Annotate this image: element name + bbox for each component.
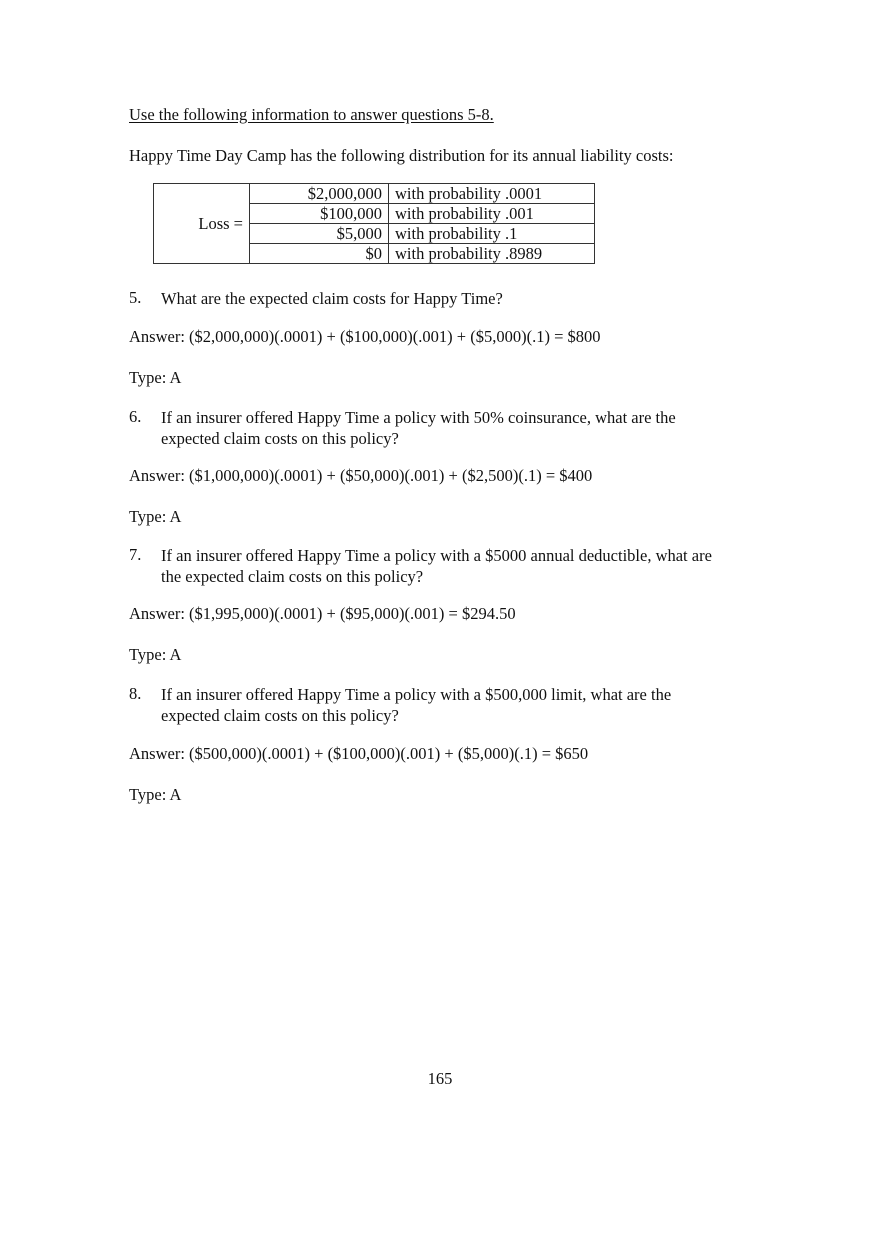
page-number: 165 [427, 1069, 453, 1088]
question-number: 5. [129, 288, 142, 307]
question-type: Type: A [129, 785, 182, 804]
question-number: 6. [129, 407, 142, 426]
question-line: expected claim costs on this policy? [161, 706, 399, 725]
question-line: What are the expected claim costs for Happy Time? [161, 289, 503, 308]
question-text [161, 545, 761, 587]
loss-probability: with probability .001 [389, 204, 595, 224]
answer-text: Answer: ($1,995,000)(.0001) + ($95,000)(.001) = $294.50 [129, 604, 516, 623]
loss-distribution-table [153, 183, 595, 264]
loss-value: $0 [250, 244, 389, 264]
question-line: expected claim costs on this policy? [161, 429, 399, 448]
loss-label: Loss = [154, 184, 250, 264]
answer-text: Answer: ($500,000)(.0001) + ($100,000)(.001) + ($5,000)(.1) = $650 [129, 744, 589, 763]
intro-text: Happy Time Day Camp has the following distribution for its annual liability costs: [129, 146, 674, 165]
question-text [161, 684, 761, 726]
loss-probability: with probability .1 [389, 224, 595, 244]
table-row [154, 184, 595, 204]
question-number: 8. [129, 684, 142, 703]
loss-value: $100,000 [250, 204, 389, 224]
question-line: If an insurer offered Happy Time a policy with a $5000 annual deductible, what are [161, 546, 712, 565]
loss-probability: with probability .8989 [389, 244, 595, 264]
loss-probability: with probability .0001 [389, 184, 595, 204]
question-text [161, 407, 761, 449]
question-text [161, 288, 761, 309]
section-heading: Use the following information to answer questions 5-8. [129, 105, 494, 124]
question-type: Type: A [129, 507, 182, 526]
answer-text: Answer: ($1,000,000)(.0001) + ($50,000)(.001) + ($2,500)(.1) = $400 [129, 466, 593, 485]
question-number: 7. [129, 545, 142, 564]
answer-text: Answer: ($2,000,000)(.0001) + ($100,000)(.001) + ($5,000)(.1) = $800 [129, 327, 601, 346]
loss-value: $5,000 [250, 224, 389, 244]
question-line: If an insurer offered Happy Time a policy with 50% coinsurance, what are the [161, 408, 676, 427]
question-type: Type: A [129, 368, 182, 387]
loss-value: $2,000,000 [250, 184, 389, 204]
question-line: the expected claim costs on this policy? [161, 567, 424, 586]
question-line: If an insurer offered Happy Time a policy with a $500,000 limit, what are the [161, 685, 672, 704]
question-type: Type: A [129, 645, 182, 664]
